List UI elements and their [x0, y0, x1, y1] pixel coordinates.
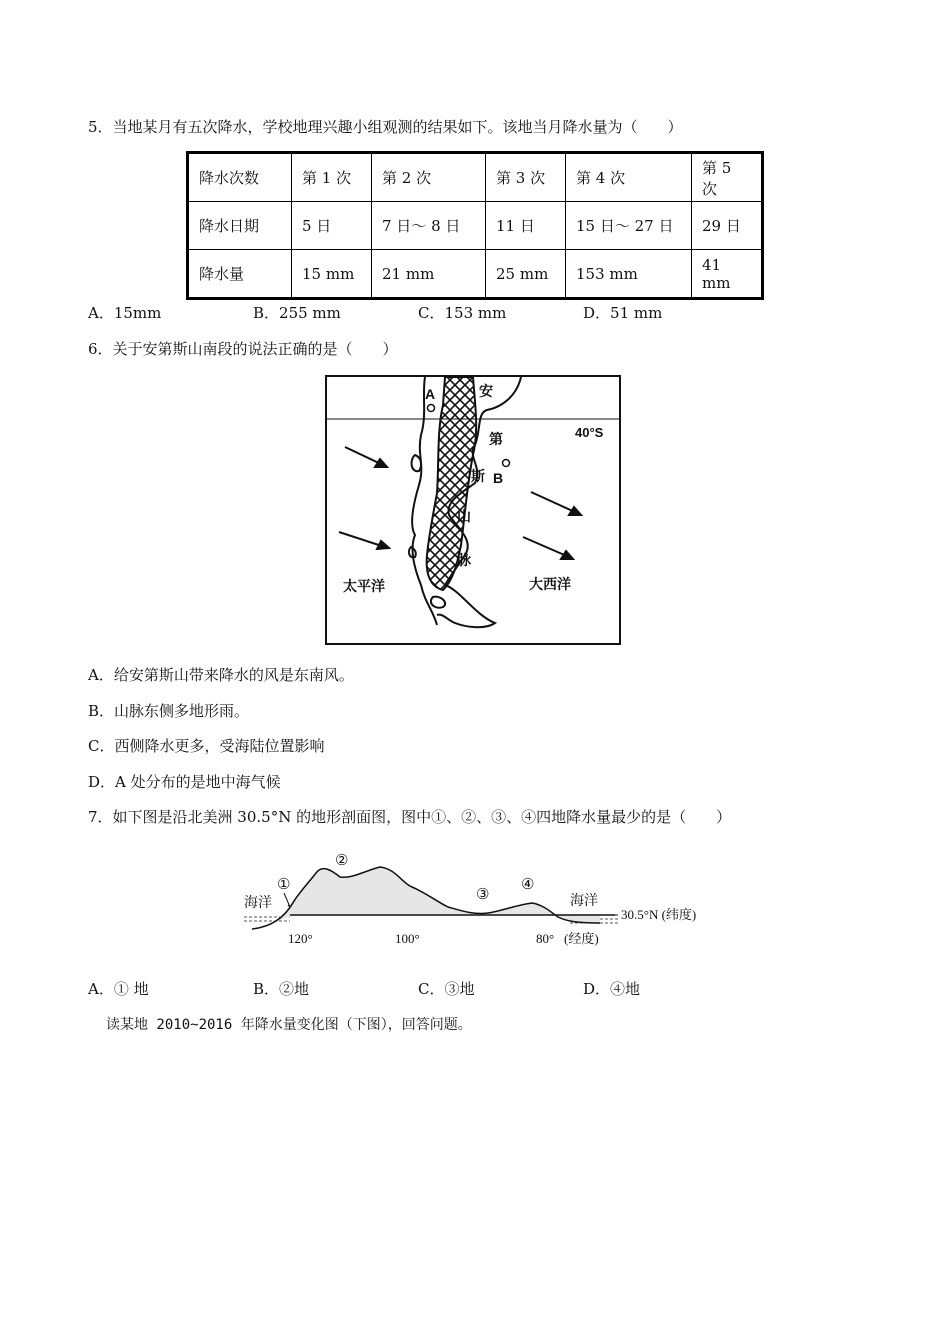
pacific-label: 太平洋: [343, 578, 385, 594]
table-cell: 降水日期: [188, 202, 292, 250]
table-cell: 25 mm: [486, 250, 566, 299]
table-cell: 5 日: [292, 202, 372, 250]
table-cell: 15 日～ 27 日: [566, 202, 692, 250]
table-cell: 降水次数: [188, 153, 292, 202]
question-6-options: [88, 665, 788, 795]
point-a-marker: [428, 405, 435, 412]
section-intro: 读某地 2010~2016 年降水量变化图（下图），回答问题。: [106, 1017, 472, 1033]
option-a[interactable]: A．15mm: [88, 304, 162, 322]
option-b[interactable]: B．255 mm: [253, 304, 341, 322]
table-cell: 第 5 次: [692, 153, 763, 202]
marker-2: ②: [335, 853, 349, 869]
option-b[interactable]: B．山脉东侧多地形雨。: [88, 702, 250, 720]
mountain-char: 斯: [471, 468, 485, 484]
table-row: [188, 202, 763, 250]
table-cell: 第 1 次: [292, 153, 372, 202]
table-cell: 153 mm: [566, 250, 692, 299]
option-c[interactable]: C．西侧降水更多，受海陆位置影响: [88, 737, 325, 755]
question-7-stem: 7．如下图是沿北美洲 30.5°N 的地形剖面图，图中①、②、③、④四地降水量最少的是（ ）: [88, 808, 732, 826]
option-d[interactable]: D．51 mm: [583, 304, 663, 322]
table-cell: 11 日: [486, 202, 566, 250]
option-b[interactable]: B．②地: [253, 980, 310, 998]
table-cell: 21 mm: [372, 250, 486, 299]
option-a[interactable]: A．① 地: [88, 980, 149, 998]
marker-3: ③: [476, 887, 490, 903]
marker-1: ①: [277, 877, 291, 893]
question-5-options: [88, 303, 788, 323]
table-cell: 41 mm: [692, 250, 763, 299]
table-cell: 7 日～ 8 日: [372, 202, 486, 250]
table-cell: 29 日: [692, 202, 763, 250]
rainfall-table: [186, 151, 764, 300]
table-row: [188, 250, 763, 299]
andes-map: [325, 375, 621, 645]
table-row: [188, 153, 763, 202]
marker-1-pointer: [284, 893, 290, 907]
ocean-left-label: 海洋: [244, 896, 272, 911]
longitude-tick: 100°: [395, 931, 420, 946]
terrain-fill: [252, 867, 600, 929]
terrain-profile: [240, 843, 720, 953]
mountain-char: 山: [457, 508, 471, 524]
option-c[interactable]: C．③地: [418, 980, 475, 998]
option-a[interactable]: A．给安第斯山带来降水的风是东南风。: [88, 666, 354, 684]
longitude-tick: 80°: [536, 931, 555, 946]
mountain-char: 安: [479, 383, 493, 399]
question-6-stem: 6．关于安第斯山南段的说法正确的是（ ）: [88, 340, 398, 358]
point-a-label: A: [425, 386, 436, 402]
point-b-marker: [503, 460, 510, 467]
marker-4: ④: [521, 877, 535, 893]
mountain-char: 第: [489, 431, 503, 447]
table-cell: 第 3 次: [486, 153, 566, 202]
question-5-stem: 5．当地某月有五次降水，学校地理兴趣小组观测的结果如下。该地当月降水量为（ ）: [88, 118, 683, 136]
option-d[interactable]: D．④地: [583, 980, 641, 998]
table-cell: 15 mm: [292, 250, 372, 299]
point-b-label: B: [493, 470, 504, 486]
atlantic-label: 大西洋: [529, 576, 571, 592]
longitude-unit: (经度): [564, 931, 599, 946]
latitude-label: 30.5°N (纬度): [621, 907, 697, 922]
option-c[interactable]: C．153 mm: [418, 304, 507, 322]
question-7-options: [88, 979, 788, 999]
ocean-right-label: 海洋: [570, 894, 598, 909]
table-cell: 第 4 次: [566, 153, 692, 202]
mountain-char: 脉: [457, 552, 471, 568]
table-cell: 第 2 次: [372, 153, 486, 202]
longitude-tick: 120°: [288, 931, 313, 946]
option-d[interactable]: D．A 处分布的是地中海气候: [88, 773, 281, 791]
table-cell: 降水量: [188, 250, 292, 299]
latitude-label: 40°S: [575, 425, 604, 440]
